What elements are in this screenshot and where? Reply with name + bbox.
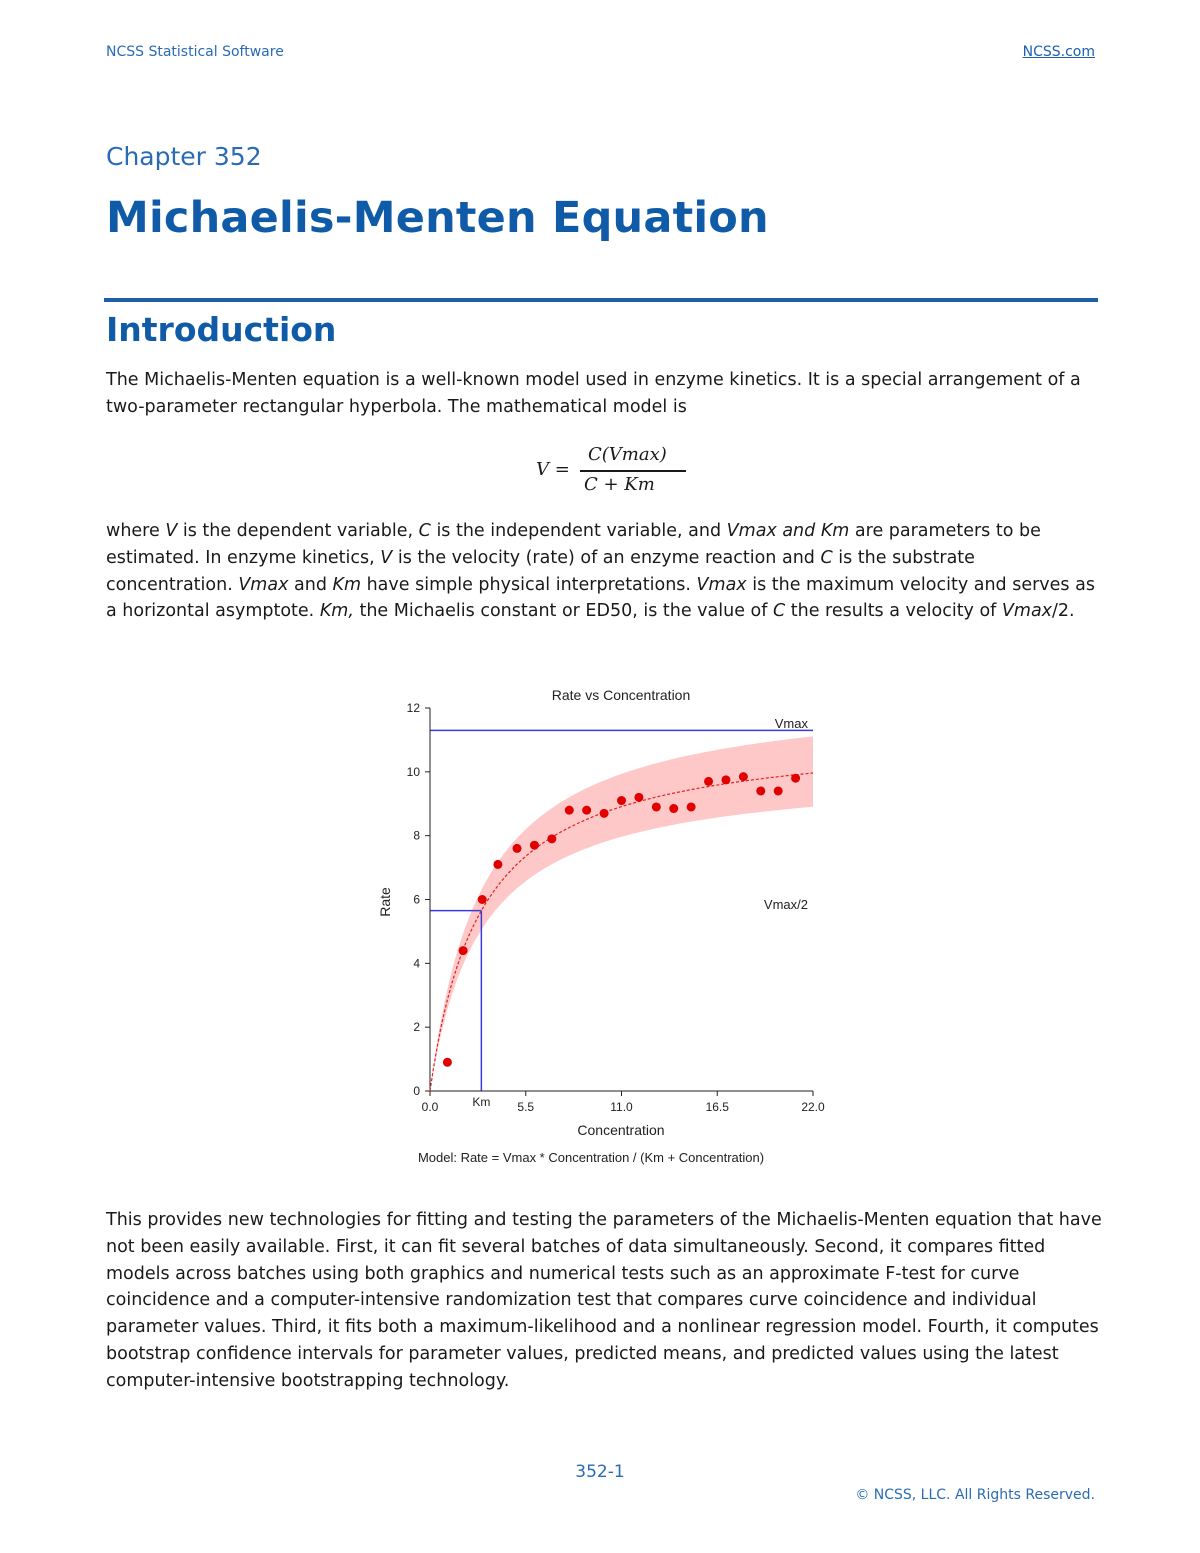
data-point [459, 946, 468, 955]
confidence-band-group [430, 736, 813, 1091]
fraction-bar [580, 470, 686, 472]
data-point [547, 834, 556, 843]
intro-text: The Michaelis-Menten equation is a well-known model used in enzyme kinetics. It is a special arrangement of a two-parameter rectangular hyperbola. The mathematical model is [106, 370, 1081, 417]
x-axis-label: Concentration [577, 1122, 665, 1138]
vmax-half-label: Vmax/2 [763, 897, 808, 912]
var-vmax: Vmax [1001, 601, 1053, 622]
text-span: is the velocity (rate) of an enzyme reaction and [392, 547, 821, 568]
y-tick-label: 0 [413, 1084, 420, 1098]
data-point [493, 860, 502, 869]
page-title: Michaelis-Menten Equation [106, 193, 769, 243]
var-c: C [772, 601, 786, 622]
text-span: the Michaelis constant or ED50, is the value of [353, 601, 773, 622]
var-km: Km [332, 574, 362, 595]
title-divider [104, 298, 1098, 302]
data-point [530, 841, 539, 850]
intro-paragraph [106, 367, 1106, 421]
text-span: the results a velocity of [785, 601, 1002, 622]
header-website-link[interactable]: NCSS.com [1022, 44, 1095, 60]
text-span: and [288, 574, 333, 595]
var-vmax-km: Vmax and Km [726, 521, 850, 541]
y-tick-label: 8 [413, 828, 420, 843]
data-point [669, 804, 678, 813]
vmax-label: Vmax [774, 716, 808, 731]
y-tick-label: 10 [406, 764, 420, 779]
section-heading: Introduction [106, 310, 337, 349]
y-tick-label: 12 [406, 701, 420, 715]
var-vmax: Vmax [238, 574, 289, 595]
x-tick-label: 22.0 [801, 1100, 825, 1114]
var-vmax: Vmax [696, 574, 747, 595]
model-caption: Model: Rate = Vmax * Concentration / (Km + Concentration) [417, 1150, 765, 1165]
equation-lhs: V = [536, 459, 570, 480]
x-tick-label: 11.0 [610, 1100, 633, 1114]
data-point [721, 775, 730, 784]
page-number: 352-1 [575, 1462, 625, 1482]
km-label: Km [472, 1095, 491, 1109]
var-v: V [380, 547, 393, 568]
data-point [565, 806, 574, 815]
equation-numerator: C(Vmax) [588, 444, 667, 465]
data-point [582, 806, 591, 815]
var-c: C [418, 521, 431, 541]
text-span: is the maximum velocity and serves as a horizontal asymptote. [106, 574, 1095, 622]
x-tick-label: 5.5 [517, 1100, 535, 1114]
text-span: is the dependent variable, [177, 521, 419, 541]
data-point [600, 809, 609, 818]
michaelis-menten-equation [520, 440, 680, 500]
data-point [443, 1058, 452, 1067]
text-span: /2. [1052, 601, 1075, 622]
text-span: is the independent variable, and [430, 521, 727, 541]
x-tick-label: 16.5 [705, 1100, 729, 1114]
data-point [617, 796, 626, 805]
var-v: V [165, 521, 178, 541]
y-tick-label: 2 [413, 1020, 420, 1035]
y-tick-label: 4 [413, 956, 420, 971]
data-point [704, 777, 713, 786]
text-span: have simple physical interpretations. [361, 574, 697, 595]
y-axis-label: Rate [377, 887, 393, 917]
chart-title: Rate vs Concentration [551, 687, 691, 703]
y-tick-label: 6 [413, 892, 420, 907]
definitions-paragraph [106, 518, 1106, 625]
data-point [739, 772, 748, 781]
header-software-name: NCSS Statistical Software [106, 44, 284, 60]
chapter-number: Chapter 352 [106, 142, 262, 171]
data-point [687, 802, 696, 811]
text-span: where [106, 521, 166, 541]
var-km: Km, [319, 601, 354, 622]
var-c: C [820, 547, 833, 568]
x-tick-label: 0.0 [421, 1100, 439, 1114]
text-span: are parameters to be estimated. In enzyme kinetics, [106, 521, 1041, 568]
equation-denominator: C + Km [584, 474, 655, 495]
rate-vs-concentration-chart [350, 680, 850, 1180]
data-point [634, 793, 643, 802]
data-point [513, 844, 522, 853]
confidence-band [430, 736, 813, 1091]
data-point [652, 802, 661, 811]
text-span: is the substrate concentration. [106, 547, 975, 595]
closing-paragraph: This provides new technologies for fitting and testing the parameters of the Michaelis-Menten equation that have not been easily available. First, it can fit several batches of data simultaneously. Second, it compares fitted models across batches using both graphics and numerical tests such as an approximate F-test for curve coincidence and a computer-intensive randomization test that compares curve coincidence and individual parameter values. Third, it fits both a maximum-likelihood and a nonlinear regression model. Fourth, it computes bootstrap confidence intervals for parameter values, predicted means, and predicted values using the latest computer-intensive bootstrapping technology. [106, 1210, 1102, 1391]
copyright-notice: © NCSS, LLC. All Rights Reserved. [855, 1487, 1095, 1503]
data-point [774, 786, 783, 795]
data-point [791, 774, 800, 783]
data-point [756, 786, 765, 795]
data-point [478, 895, 487, 904]
